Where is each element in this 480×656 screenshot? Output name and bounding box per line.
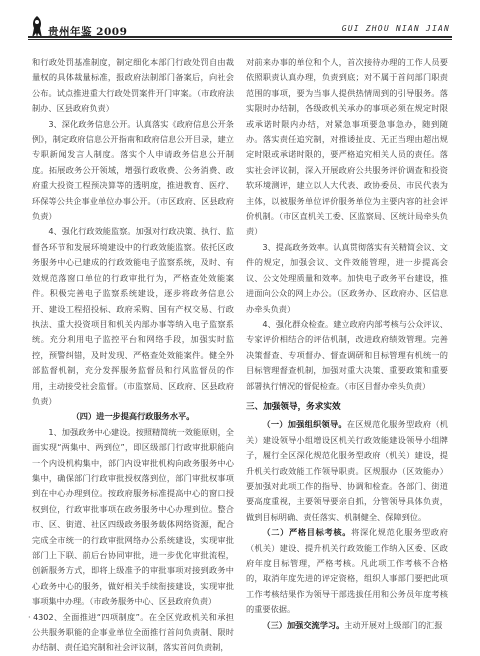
paragraph: 1、加强政务中心建设。按照精简统一效能原则，全面实现“两集中、两到位”，即区级部门行政审批职能向一个内设机构集中，部门内设审批机构向政务服务中心集中，确保部门行政审批授权落到位，部门审批权事项到在中心办理到位。按政府服务标准提高中心的窗口授权到位，行政审批事项在政务服务中心办理到位。整合市、区、街道、社区四级政务服务载体网络资源，配合完成全市统一的行政审批网络办公系统建设，实现审批部门上下联、前后台协同审批，进一步优化审批流程，创新服务方式，即将上级准予的审批事项对接到政务中心政务中心的服务，做好相关手续衔接建设，实现审批事项集中办理。（市政务服务中心、区县政府负责） (32, 426, 234, 607)
yearbook-pinyin: GUI ZHOU NIAN JIAN (341, 24, 450, 33)
right-column (246, 55, 448, 633)
paragraph (246, 618, 448, 633)
paragraph (246, 525, 448, 617)
paragraph-body: 在区规范化服务型政府（机关）建设领导小组增设区机关行政效能建设领导小组牌子，履行全区深化规范化服务型政府（机关）建设，提升机关行政效能工作领导职责。区规服办（区效能办）要加强对此项工作的指导、协调和检查。各部门、街道要高度重视，主要领导要亲自抓，分管领导具体负责，做到目标明确、责任落实、机制健全、保障到位。 (246, 419, 448, 522)
paragraph-body: 将深化规范化服务型政府（机关）建设、提升机关行政效能工作纳入区委、区政府年度目标管理，严格考核。凡此项工作考核不合格的，取消年度先进的评定资格，组织人事部门要把此项工作考核结果作为领导干部选拔任用和公务员年度考核的重要依据。 (246, 527, 448, 615)
header-divider-thin (28, 39, 452, 40)
paragraph: 对前来办事的单位和个人，首次接待办理的工作人员要依照职责认真办理，负责到底；对不属于首问部门职责范围的事项，要为当事人提供热情周到的引导服务。落实限时办结制，各级政机关承办的事项必须在规定时限或承诺时限内办结，对紧急事项要急事急办，随到随办。落实责任追究制，对推诿扯皮、无正当理由超出规定时限或承诺时限的，要严格追究相关人员的责任。落实社会评议制，深入开展政府公共服务评价调查和投资软环境测评，建立以人大代表、政协委员、市民代表为主体，以被服务单位评价服务单位为主要内容的社会评价机制。（市区直机关工委、区监察局、区统计局牵头负责） (246, 57, 448, 237)
paragraph-lead: （二）严格目标考核。 (262, 527, 352, 538)
left-column (32, 55, 234, 656)
paragraph: 4、强化行政效能监察。加强对行政决策、执行、监督各环节和发展环境建设中的行政效能监察。依托区政务服务中心已建成的行政效能电子监察系统，及时、有效规范落窗口单位的行政审批行为，严格查处效能案件。积极完善电子监察系统建设，逐步将政务信息公开、建设工程招投标、政府采购、国有产权交易、行政执法、重大投资项目和机关内部办事等纳入电子监察系统。充分利用电子监控平台和网络手段，加强实时监控，预警纠错，及时发现、严格查处效能案件。健全外部监督机制，充分发挥服务监督员和行风监督员的作用，主动接受社会监督。（市监察局、区政府、区县政府负责） (32, 226, 234, 406)
yearbook-title: 贵州年鉴 2009 (48, 26, 128, 38)
paragraph: 4、强化群众检查。建立政府内部考核与公众评议、专家评价相结合的评估机制，改进政府绩效管理。完善决策督查、专项督办、督查调研和目标管理有机统一的目标管理督查机制，加强对重大决策、重要政策和重要部署执行情况的督促检查。（市区目督办牵头负责） (246, 318, 448, 391)
page-header (0, 0, 480, 44)
paragraph: 和行政处罚基准制度，制定细化本部门行政处罚自由裁量权的具体裁量标准，报政府法制部门备案后，向社会公布。试点推进重大行政处罚案件开门审案。（市政府法制办、区县政府负责） (32, 57, 234, 114)
paragraph-body: 主动开展对上级部门的汇报 (344, 619, 443, 630)
header-divider (28, 36, 452, 38)
section-heading: 三、加强领导，务求实效 (246, 401, 341, 412)
paragraph-lead: （一）加强组织领导。 (262, 419, 347, 430)
paragraph: 2、全面推进“四项制度”。在全区党政机关和承担公共服务职能的企事业单位全面推行首问负责制、限时办结制、责任追究制和社会评议制，落实首问负责制， (32, 611, 234, 653)
paragraph (246, 417, 448, 525)
subsection-heading: （四）进一步提高行政服务水平。 (71, 411, 195, 422)
paragraph: 3、深化政务信息公开。认真落实《政府信息公开条例》，制定政府信息公开指南和政府信息公开目录，建立专职新闻发言人制度。落实个人申请政务信息公开制度。拓展政务公开领域，增强行政收费、公务消费、政府重大投资工程预决算等的透明度，推进教育、医疗、环保等公共企事业单位办事公开。（市区政府、区县政府负责） (32, 118, 234, 222)
page-number: · 430 · (28, 613, 54, 622)
paragraph: 3、提高政务效率。认真贯彻落实有关精简会议、文件的规定，加强会议、文件效能管理，进一步提高会议、公文处理质量和效率。加快电子政务平台建设，推进面向公众的网上办公。（区政务办、区政府办、区信息办牵头负责） (246, 241, 448, 314)
paragraph-lead: （三）加强交流学习。 (262, 619, 345, 630)
